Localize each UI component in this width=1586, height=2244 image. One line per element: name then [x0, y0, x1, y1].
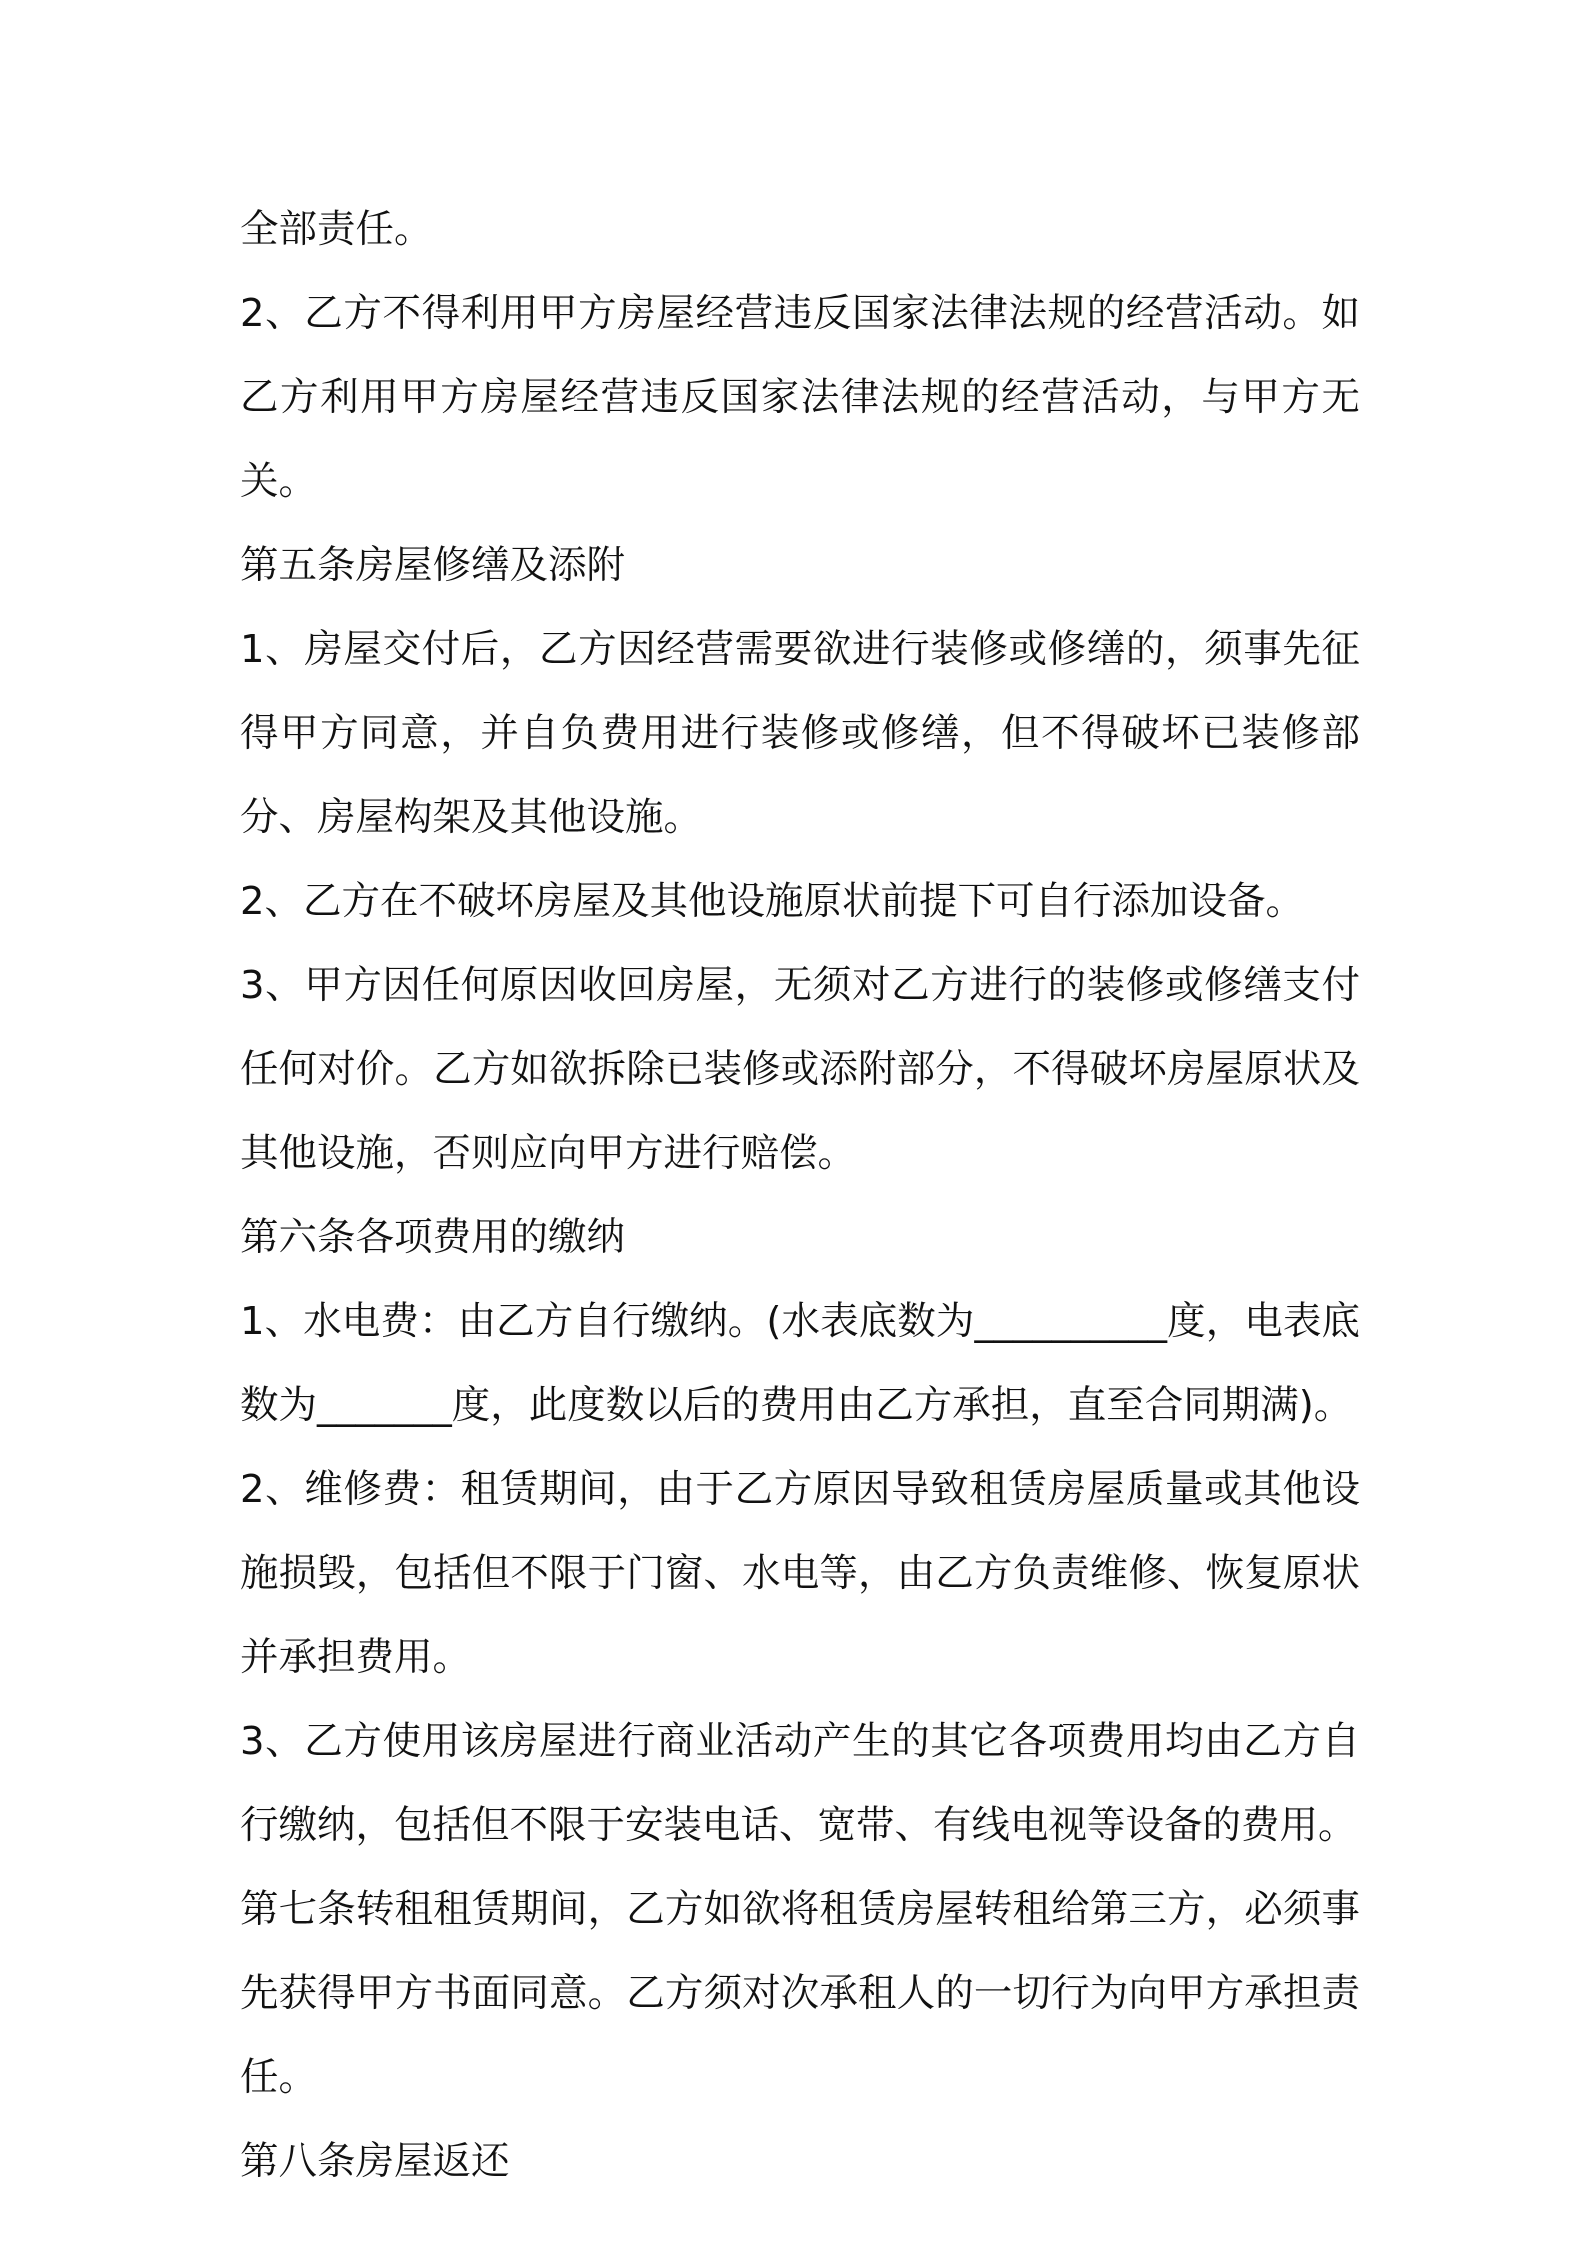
article-8-heading: 第八条房屋返还 — [240, 2139, 510, 2184]
article-6-heading: 第六条各项费用的缴纳 — [240, 1215, 626, 1260]
clause-6-item-2: 2、维修费：租赁期间，由于乙方原因导致租赁房屋质量或其他设施损毁，包括但不限于门窗、水电等，由乙方负责维修、恢复原状并承担费用。 — [240, 1467, 1360, 1680]
clause-6-item-1: 1、水电费：由乙方自行缴纳。(水表底数为__________度，电表底数为_______度，此度数以后的费用由乙方承担，直至合同期满)。 — [240, 1299, 1360, 1428]
clause-4-item-2: 2、乙方不得利用甲方房屋经营违反国家法律法规的经营活动。如乙方利用甲方房屋经营违反国家法律法规的经营活动，与甲方无关。 — [240, 291, 1360, 504]
clause-5-item-2: 2、乙方在不破坏房屋及其他设施原状前提下可自行添加设备。 — [240, 879, 1304, 924]
paragraph-continuation: 全部责任。 — [240, 207, 433, 252]
article-7-paragraph: 第七条转租租赁期间，乙方如欲将租赁房屋转租给第三方，必须事先获得甲方书面同意。乙方须对次承租人的一切行为向甲方承担责任。 — [240, 1887, 1360, 2100]
document-body — [240, 188, 1360, 2204]
clause-5-item-1: 1、房屋交付后，乙方因经营需要欲进行装修或修缮的，须事先征得甲方同意，并自负费用进行装修或修缮，但不得破坏已装修部分、房屋构架及其他设施。 — [240, 627, 1360, 840]
clause-6-item-3: 3、乙方使用该房屋进行商业活动产生的其它各项费用均由乙方自行缴纳，包括但不限于安装电话、宽带、有线电视等设备的费用。 — [240, 1719, 1360, 1848]
article-5-heading: 第五条房屋修缮及添附 — [240, 543, 626, 588]
clause-5-item-3: 3、甲方因任何原因收回房屋，无须对乙方进行的装修或修缮支付任何对价。乙方如欲拆除已装修或添附部分，不得破坏房屋原状及其他设施，否则应向甲方进行赔偿。 — [240, 963, 1360, 1176]
